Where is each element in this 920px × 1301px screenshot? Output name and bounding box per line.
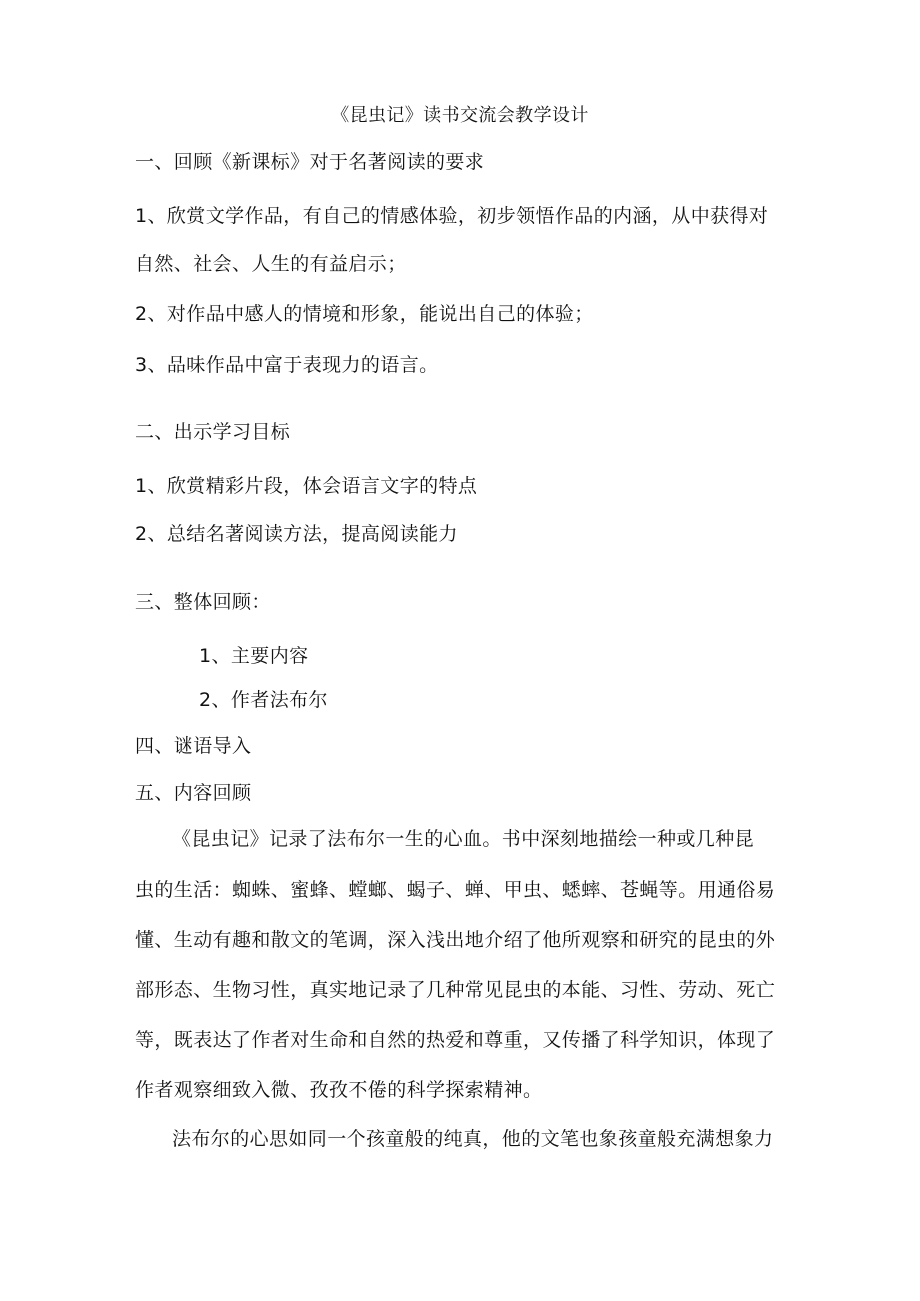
section1-item3: 3、品味作品中富于表现力的语言。 <box>135 354 439 376</box>
paragraph-line: 作者观察细致入微、孜孜不倦的科学探索精神。 <box>135 1079 543 1101</box>
section1-heading: 一、回顾《新课标》对于名著阅读的要求 <box>135 151 485 173</box>
section1-item1-line1: 1、欣赏文学作品，有自己的情感体验，初步领悟作品的内涵，从中获得对 <box>135 205 769 227</box>
section5-heading: 五、内容回顾 <box>135 782 252 804</box>
paragraph-line: 部形态、生物习性，真实地记录了几种常见昆虫的本能、习性、劳动、死亡 <box>135 979 776 1001</box>
section3-item2: 2、作者法布尔 <box>199 689 328 711</box>
paragraph-line: 懂、生动有趣和散文的笔调，深入浅出地介绍了他所观察和研究的昆虫的外 <box>135 929 776 951</box>
section2-item1: 1、欣赏精彩片段，体会语言文字的特点 <box>135 475 478 497</box>
document-title: 《昆虫记》读书交流会教学设计 <box>331 105 589 126</box>
section3-heading: 三、整体回顾： <box>135 591 271 613</box>
section2-item2: 2、总结名著阅读方法，提高阅读能力 <box>135 523 458 545</box>
section4-heading: 四、谜语导入 <box>135 735 252 757</box>
paragraph-line: 虫的生活：蜘蛛、蜜蜂、螳螂、蝎子、蝉、甲虫、蟋蟀、苍蝇等。用通俗易 <box>135 879 776 901</box>
paragraph-line: 《昆虫记》记录了法布尔一生的心血。书中深刻地描绘一种或几种昆 <box>172 828 755 850</box>
paragraph-line: 法布尔的心思如同一个孩童般的纯真，他的文笔也象孩童般充满想象力 <box>172 1128 774 1150</box>
section2-heading: 二、出示学习目标 <box>135 421 291 443</box>
section3-item1: 1、主要内容 <box>199 645 309 667</box>
section1-item2: 2、对作品中感人的情境和形象，能说出自己的体验； <box>135 303 594 325</box>
paragraph-line: 等，既表达了作者对生命和自然的热爱和尊重，又传播了科学知识，体现了 <box>135 1029 776 1051</box>
section1-item1-line2: 自然、社会、人生的有益启示； <box>135 253 407 275</box>
